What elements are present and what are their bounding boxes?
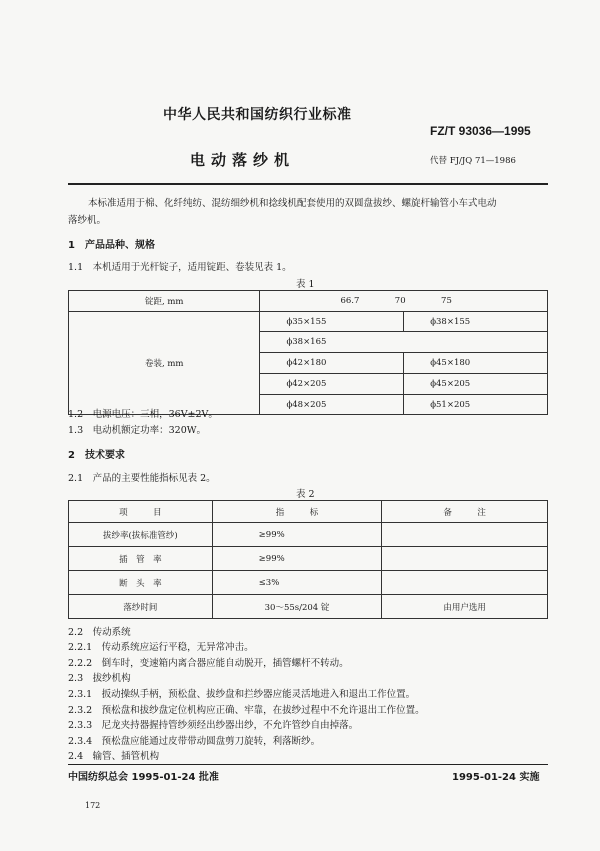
spacing-value: 75 [441,296,452,306]
table-row [69,312,548,332]
document-title: 电动落纱机 [190,151,296,169]
spacing-value: 66.7 [340,296,360,306]
table-cell: ϕ38×155 [404,312,548,332]
section-2-heading: 2 技术要求 [68,450,125,461]
table-cell: 由用户选用 [382,595,548,619]
header-rule [68,183,548,185]
table-1-spacing-values [260,291,548,312]
table-cell: 断 头 率 [69,571,213,595]
intro-line-1: 本标准适用于棉、化纤纯纺、混纺细纱机和捻线机配套使用的双圆盘拔纱、螺旋杆输管小车式电动 [88,198,497,209]
clause-2-4: 2.4 输管、插管机构 [68,751,160,762]
table-cell: ϕ35×155 [260,312,404,332]
table-cell: ϕ42×205 [260,374,404,395]
table-row [69,595,548,619]
clause-1-1: 1.1 本机适用于光杆锭子，适用锭距、卷装见表 1。 [68,262,292,273]
table-1-caption: 表 1 [296,279,315,290]
table-cell: 落纱时间 [69,595,213,619]
intro-line-2: 落纱机。 [68,215,107,226]
effective-date: 1995-01-24 实施 [452,772,540,783]
page-number: 172 [85,801,101,810]
spacing-value: 70 [394,296,406,306]
table-cell: ≤3% [212,571,382,595]
table-2-header-note: 备 注 [382,501,548,523]
table-cell: ϕ48×205 [260,395,404,415]
table-2-caption: 表 2 [296,489,315,500]
table-2-header-item: 项 目 [69,501,213,523]
table-row [69,547,548,571]
table-1 [68,290,548,415]
table-cell [382,523,548,547]
table-cell: 拔纱率(拔标准管纱) [69,523,213,547]
standard-code: FZ/T 93036—1995 [430,124,531,138]
table-2-header-row [69,501,548,523]
table-cell: ≥99% [212,547,382,571]
table-row [69,291,548,312]
table-cell: ϕ42×180 [260,353,404,374]
clause-2-3-3: 2.3.3 尼龙夹持器握持管纱须经出纱器出纱，不允许管纱自由掉落。 [68,720,359,731]
clause-2-3: 2.3 拔纱机构 [68,673,131,684]
table-1-spacing-label: 锭距, mm [69,291,260,312]
clause-2-3-4: 2.3.4 预松盘应能通过皮带带动圆盘剪刀旋转，利落断纱。 [68,736,321,747]
table-cell: ϕ51×205 [404,395,548,415]
clause-2-2: 2.2 传动系统 [68,627,131,638]
table-cell: 30～55s/204 锭 [212,595,382,619]
table-cell: ϕ45×205 [404,374,548,395]
table-cell: ≥99% [212,523,382,547]
clause-2-2-1: 2.2.1 传动系统应运行平稳，无异常冲击。 [68,642,254,653]
table-2 [68,500,548,619]
clause-1-3: 1.3 电动机额定功率：320W。 [68,425,207,436]
table-cell [382,547,548,571]
section-1-heading: 1 产品品种、规格 [68,240,155,251]
table-cell: 插 管 率 [69,547,213,571]
approval-line: 中国纺织总会 1995-01-24 批准 [68,772,219,783]
table-cell: ϕ38×165 [260,332,548,353]
clause-2-1: 2.1 产品的主要性能指标见表 2。 [68,473,216,484]
table-2-header-index: 指 标 [212,501,382,523]
table-1-package-label: 卷装, mm [69,312,260,415]
replaces-note: 代替 FJ/JQ 71—1986 [430,156,516,166]
clause-2-2-2: 2.2.2 倒车时，变速箱内离合器应能自动脱开，插管螺杆不转动。 [68,658,349,669]
issuing-organization: 中华人民共和国纺织行业标准 [163,107,352,123]
footer-rule [68,764,548,765]
table-cell [382,571,548,595]
clause-2-3-2: 2.3.2 预松盘和拔纱盘定位机构应正确、牢靠，在拔纱过程中不允许退出工作位置。 [68,705,425,716]
table-cell: ϕ45×180 [404,353,548,374]
table-row [69,523,548,547]
clause-2-3-1: 2.3.1 扳动操纵手柄，预松盘、拔纱盘和拦纱器应能灵活地进入和退出工作位置。 [68,689,416,700]
clause-1-2: 1.2 电源电压：三相，36V±2V。 [68,409,218,420]
table-row [69,571,548,595]
